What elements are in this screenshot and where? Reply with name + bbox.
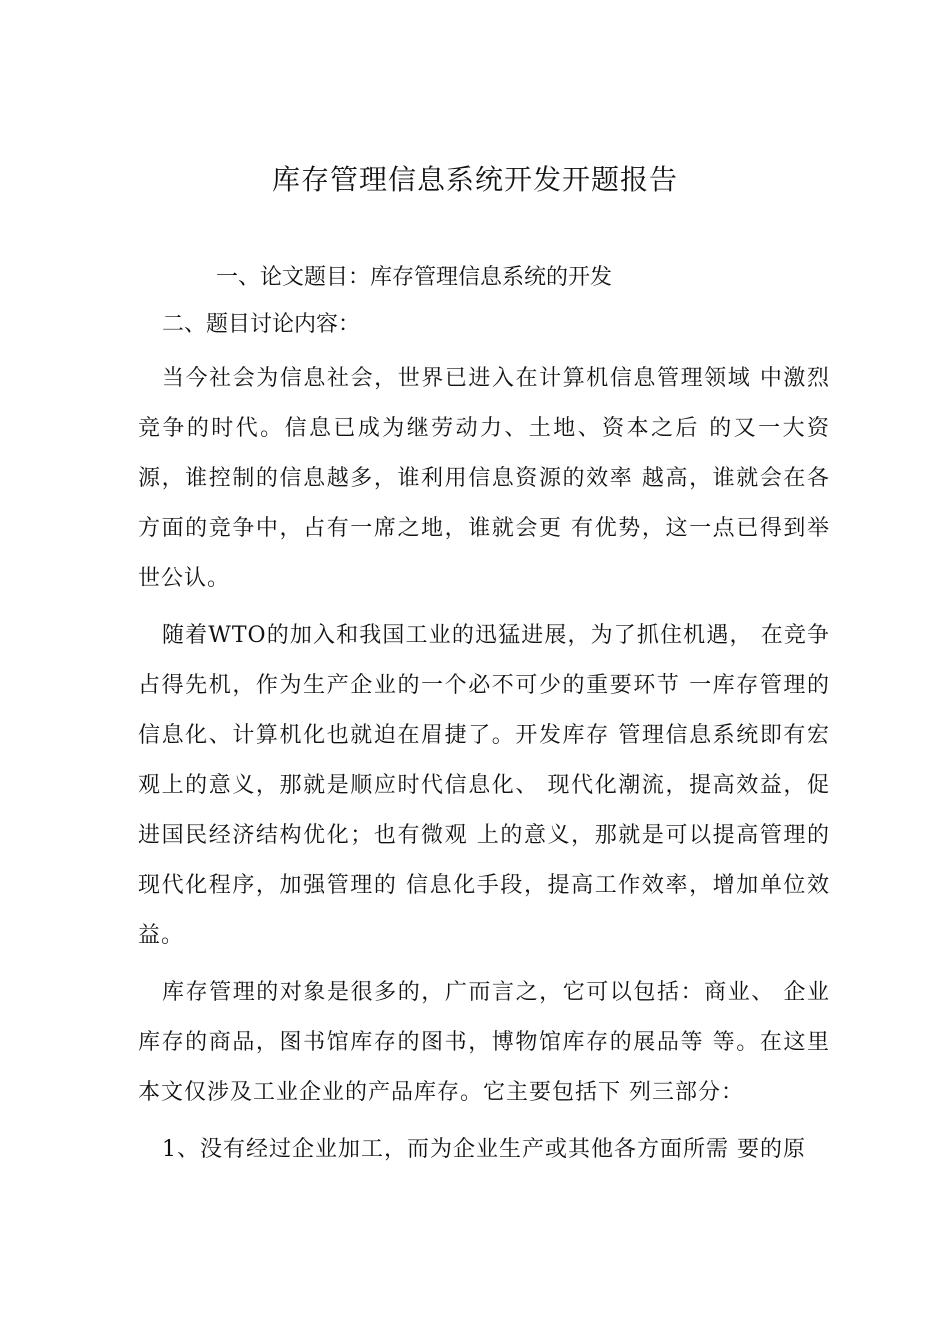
paragraph-list-item-1: 1、没有经过企业加工，而为企业生产或其他各方面所需 要的原 [162, 1137, 806, 1162]
document-title: 库存管理信息系统开发开题报告 [271, 163, 678, 196]
paragraph-development-significance: 随着WTO的加入和我国工业的迅猛进展，为了抓住机遇， 在竞争占得先机，作为生产企业的一个必不可少的重要环节 一库存管理的信息化、计算机化也就迫在眉捷了。开发库存 管理信息系统即有宏观上的意义，那就是顺应时代信息化、 现代化潮流，提高效益，促进国民经济结构优化；也有微观 上的意义，那就是可以提高管理的现代化程序，加强管理的 信息化手段，提高工作效率，增加单位效益。 [138, 623, 830, 948]
section-heading-research-content: 二、题目讨论内容： [162, 312, 361, 337]
paragraph-inventory-objects: 库存管理的对象是很多的，广而言之，它可以包括：商业、 企业库存的商品，图书馆库存的图书，博物馆库存的展品等 等。在这里本文仅涉及工业企业的产品库存。它主要包括下 列三部分： [138, 980, 830, 1105]
section-heading-thesis-title: 一、论文题目：库存管理信息系统的开发 [216, 265, 613, 290]
document-body [138, 258, 830, 1175]
paragraph-information-society: 当今社会为信息社会，世界已进入在计算机信息管理领域 中激烈竞争的时代。信息已成为继劳动力、土地、资本之后 的又一大资源，谁控制的信息越多，谁利用信息资源的效率 越高，谁就会在各方面的竞争中，占有一席之地，谁就会更 有优势，这一点已得到举世公认。 [138, 366, 830, 591]
